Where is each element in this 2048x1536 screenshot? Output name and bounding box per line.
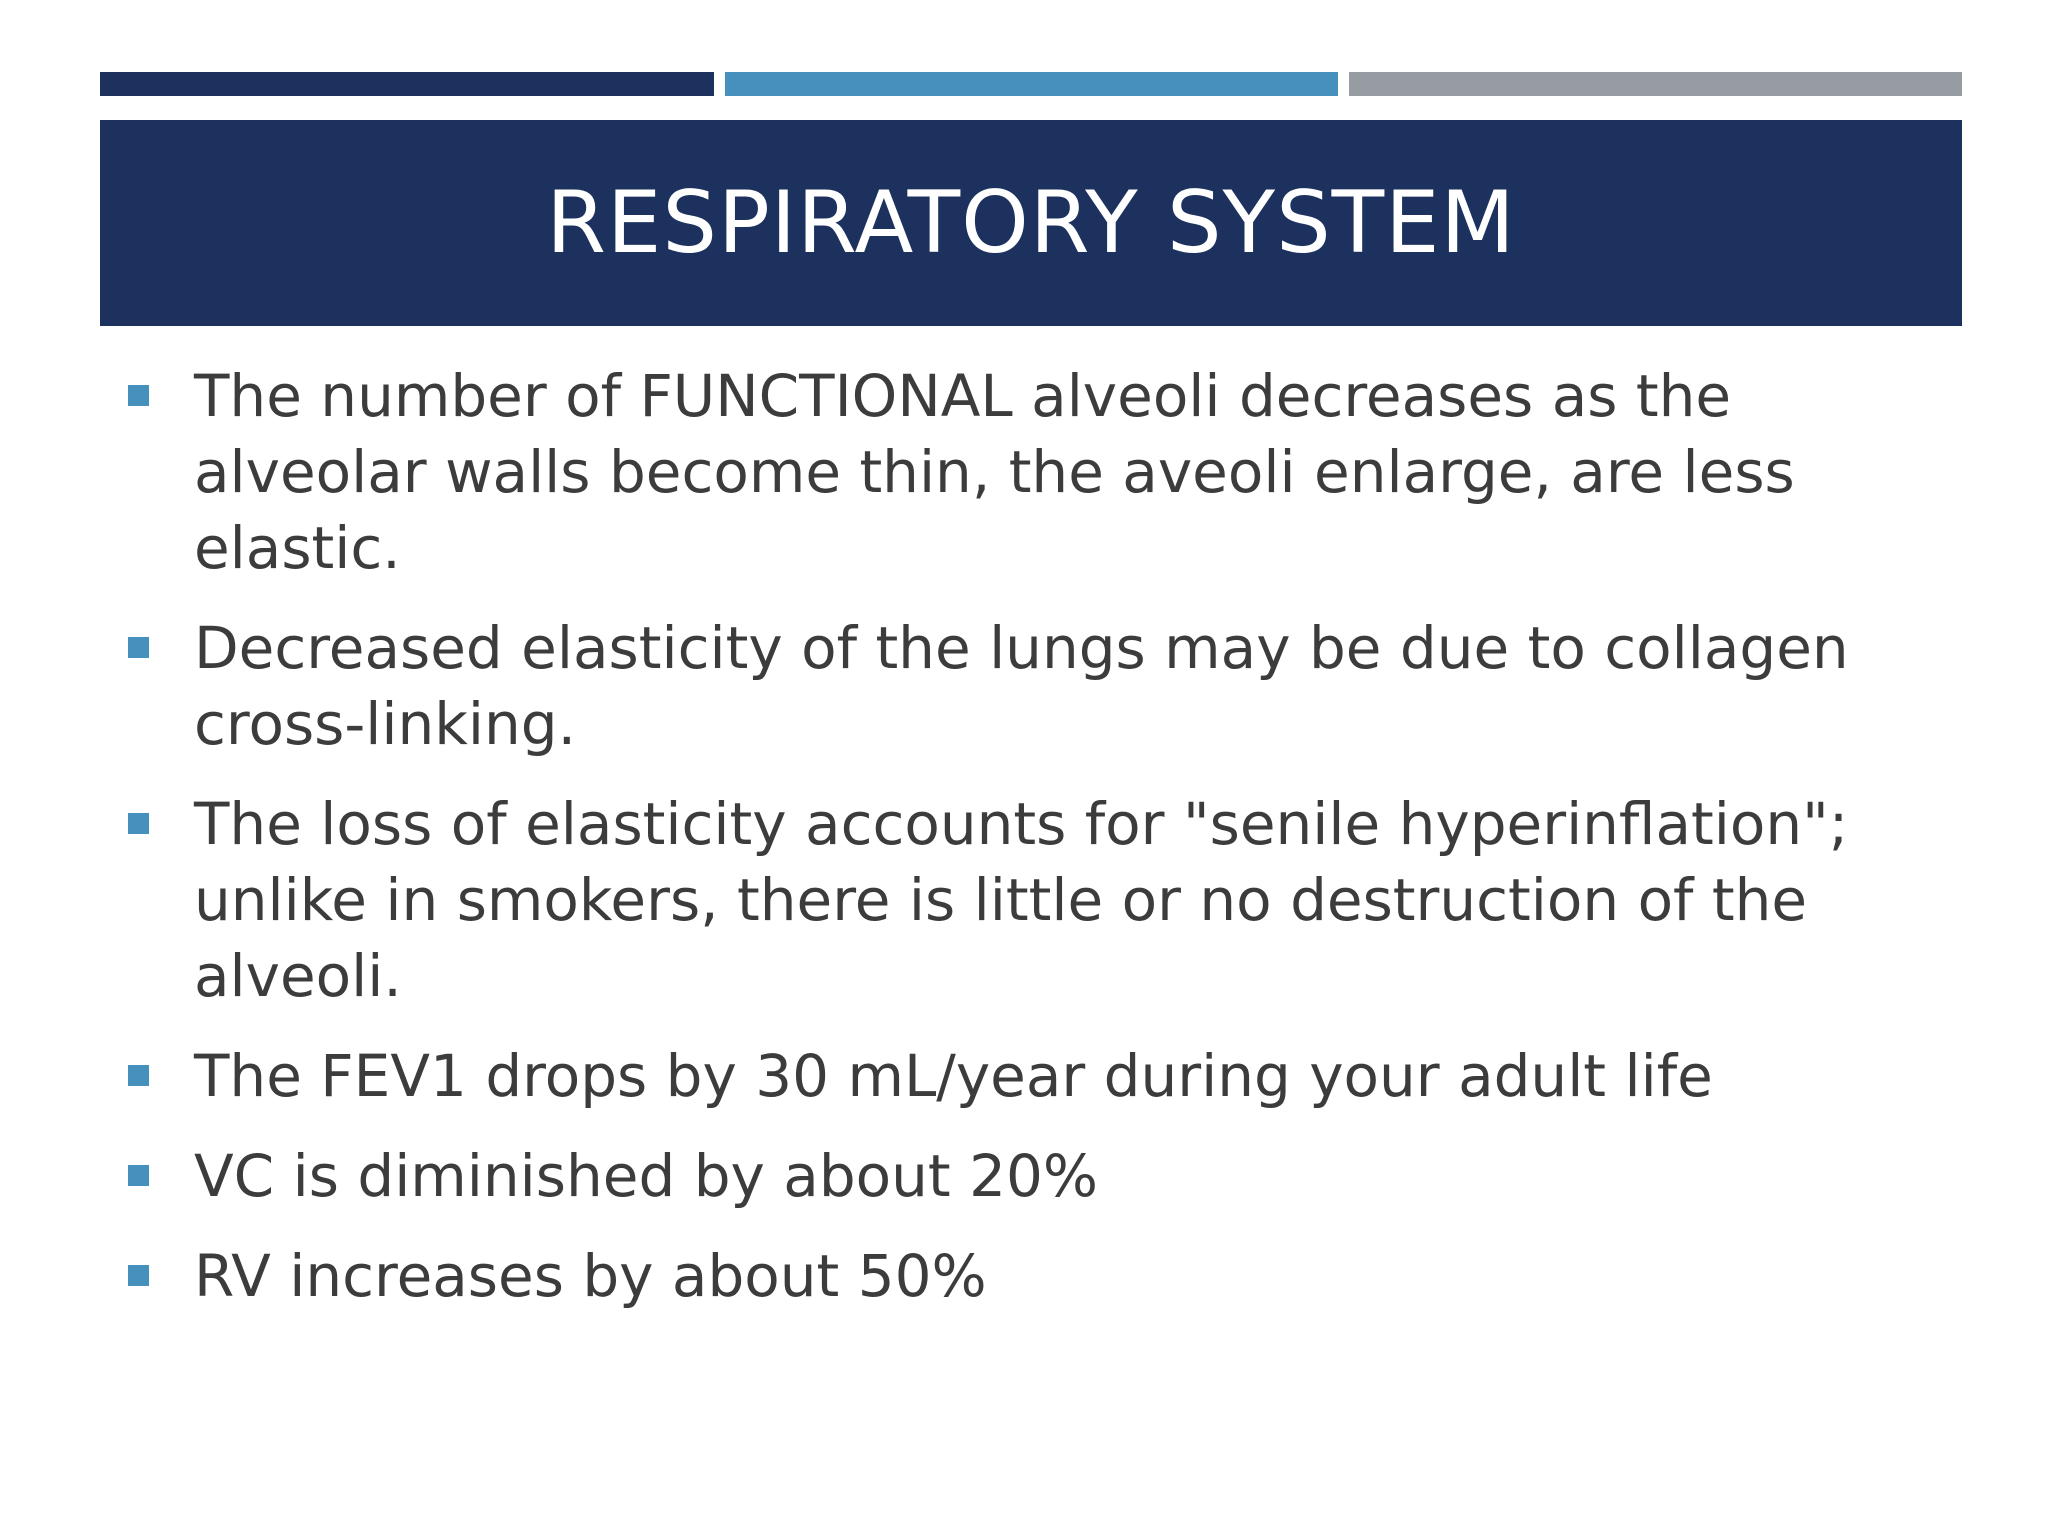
square-bullet-icon — [128, 1065, 149, 1086]
bullet-item — [122, 1138, 1882, 1214]
bullet-item — [122, 1238, 1882, 1314]
square-bullet-icon — [128, 637, 149, 658]
bullet-text: RV increases by about 50% — [194, 1242, 987, 1310]
bullet-text: The number of FUNCTIONAL alveoli decreases as the alveolar walls become thin, the aveoli enlarge, are less elastic. — [194, 362, 1795, 582]
bullet-item — [122, 1038, 1882, 1114]
bullet-item — [122, 358, 1882, 586]
bullet-text: VC is diminished by about 20% — [194, 1142, 1098, 1210]
bullet-text: Decreased elasticity of the lungs may be due to collagen cross-linking. — [194, 614, 1849, 758]
accent-bar-navy — [100, 72, 714, 96]
square-bullet-icon — [128, 1165, 149, 1186]
bullet-text: The loss of elasticity accounts for "senile hyperinflation"; unlike in smokers, there is little or no destruction of the alveoli. — [194, 790, 1849, 1010]
accent-bar-blue — [725, 72, 1338, 96]
bullet-list — [122, 358, 1882, 1338]
accent-bar-gray — [1349, 72, 1962, 96]
square-bullet-icon — [128, 813, 149, 834]
slide-title: RESPIRATORY SYSTEM — [546, 173, 1516, 273]
bullet-item — [122, 610, 1882, 762]
square-bullet-icon — [128, 1265, 149, 1286]
title-band — [100, 120, 1962, 326]
square-bullet-icon — [128, 385, 149, 406]
bullet-item — [122, 786, 1882, 1014]
bullet-text: The FEV1 drops by 30 mL/year during your adult life — [194, 1042, 1713, 1110]
